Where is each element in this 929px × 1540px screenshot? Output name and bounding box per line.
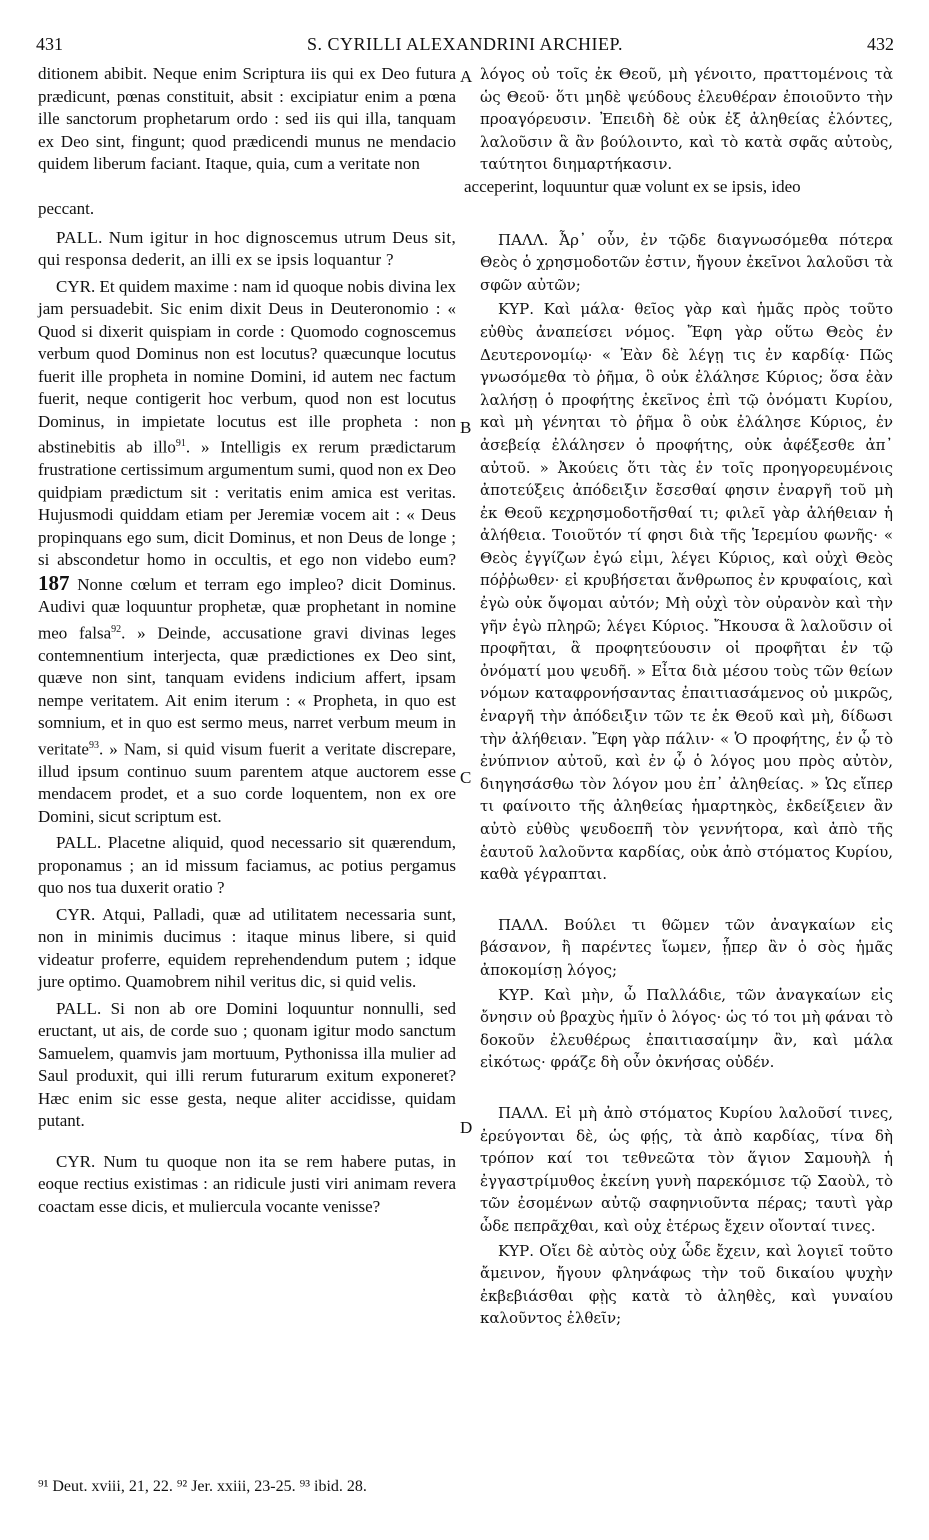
margin-marker-b: B — [460, 418, 472, 437]
greek-paragraph: λόγος οὐ τοῖς ἐκ Θεοῦ, μὴ γένοιτο, πραττομένοις τὰ ὡς Θεοῦ· ὅτι μηδὲ ψεύδους ἐλευθέραν ἐποιοῦντο τὴν προαγόρευσιν. Ἐπειδὴ δὲ οὐκ ἐξ ἀληθείας ἐλόντες, λαλοῦσιν ἃ ἂν βούλοιντο, καὶ τὸ κατὰ σφᾶς αὐτοὺς, ταύτητοι διημαρτήκασιν. — [480, 65, 893, 174]
greek-paragraph: ΚΥΡ. Καὶ μάλα· θεῖος γὰρ καὶ ἡμᾶς πρὸς τοῦτο εὐθὺς ἀναπείσει νόμος. Ἔφη γὰρ οὕτω Θεὸς ἐν Δευτερονομίῳ· « Ἐὰν δὲ λέγῃ τις ἐν καρδίᾳ· Πῶς γνωσόμεθα τὸ ῥῆμα, ὃ οὐκ ἐλάλησε Κύριος; ὅσα ἐὰν λαλήσῃ ὁ προφήτης ἐκεῖνος ἐπὶ τῷ ὀνόματι Κυρίου, καὶ μὴ γένηται τὸ ῥῆμα ὃ οὐκ ἐλάλησε Κύριος, ἐν ἀσεβείᾳ ἐλάλησεν ὁ προφήτης, οὐκ ἀφέξεσθε ἀπ᾽ αὐτοῦ. » Ἀκούεις ὅτι τὰς ἐν τοῖς προηγορευμένοις ἀποτεύξεις ἀπόδειξιν ἔσεσθαί φησιν ἐναργῆ τοῦ μὴ ἐκ Θεοῦ κεχρησμοδοτῆσθαί τι; φιλεῖ γὰρ ἀλήθειαν ἡ ἀλήθεια. Τοιοῦτόν τί φησι διὰ τῆς Ἱερεμίου φωνῆς· « Θεὸς ἐγγίζων ἐγώ εἰμι, λέγει Κύριος, καὶ οὐχὶ Θεὸς πόῤῥωθεν· εἰ κρυβήσεται ἄνθρωπος ἐν κρυφαίοις, καὶ ἐγὼ οὐκ ὄψομαι αὐτόν; Μὴ οὐχὶ τὸν οὐρανὸν καὶ τὴν γῆν ἐγὼ πληρῶ; λέγει Κύριος. Ἤκουσα ἃ λαλοῦσιν οἱ προφῆται, ἃ προφητεύουσιν οἱ προφῆται ἐν τῷ ὀνόματί μου ψευδῆ. » Εἶτα διὰ μέσου τοὺς τῶν θείων νόμων καταφρονήσαντας ἐπαιτιασάμενος οὐ μικρῶς, ἐναργῆ τὴν ἀπόδειξιν τῶν τε ἐκ Θεοῦ καὶ μὴ, δίδωσι τὴν ἀλήθειαν. Ἔφη γὰρ πάλιν· « Ὁ προφήτης, ἐν ᾧ τὸ ἐνύπνιον αὐτοῦ, καὶ ἐν ᾧ ὁ λόγος μου πρὸς αὐτὸν, διηγησάσθω τὸν λόγον μου ἐπ᾽ ἀληθείας. » Ὡς εἴπερ τι φαίνοιτο τῆς ἀληθείας ἡμαρτηκὸς, ἐκδείξειεν ἂν αὐτὸ εὐθὺς ψευδοεπῆ τὸν γεννήτορα, καὶ ἀπὸ τῆς ἑαυτοῦ λαλοῦντα καρδίας, οὐκ ἀπὸ στόματος Κυρίου, καθὰ γέγραπται. — [480, 300, 893, 884]
footnote-ref-92: 92 — [111, 623, 122, 635]
latin-paragraph: ditionem abibit. Neque enim Scriptura iis qui ex Deo futura prædicunt, pœnas constituit, absit : excipiatur enim a pœna ille sanctorum prophetarum ordo : sed iis qui illa, tanquam ex Deo sint, fingunt; quod prædicendi munus ne mendacio quidem liberum faciant. Itaque, quia, cum a veritate non — [38, 64, 456, 173]
page-number-right: 432 — [867, 34, 894, 54]
latin-column — [38, 63, 456, 1218]
latin-paragraph — [38, 276, 456, 829]
greek-column — [464, 63, 893, 1330]
greek-paragraph: ΚΥΡ. Καὶ μὴν, ὦ Παλλάδιε, τῶν ἀναγκαίων εἰς ὄνησιν οὐ βραχὺς ἡμῖν ὁ λόγος· ὡς τό τοι μὴ φάναι τὸ δοκοῦν ἐλευθέρως ἐπαιτιασαίμην ἂν, καὶ μάλα εἰκότως· φράζε δὴ οὖν ὀκνήσας οὐδέν. — [480, 985, 893, 1072]
latin-text: Nonne cœlum et terram ego impleo? dicit Dominus. Audivi quæ loquuntur prophetæ, quæ prophetant in nomine meo falsa — [38, 574, 457, 643]
latin-paragraph: CYR. Num tu quoque non ita se rem habere putas, in eoque rectius existimas : an ridicule justi viri animam revera coactam esse dicis, et muliercula vocante venisse? — [38, 1151, 456, 1216]
latin-paragraph: PALL. Placetne aliquid, quod necessario sit quærendum, proponamus ; an id missum faciamus, ac potius pergamus quo nos tua duxerit oratio ? — [38, 833, 456, 898]
running-header — [36, 34, 894, 58]
latin-paragraph: CYR. Atqui, Palladi, quæ ad utilitatem necessaria sunt, non in minimis ducimus : itaque minus libere, si quid videatur proferre, equidem reprehendendum putem ; idque jure optimo. Quamobrem nihil veritus dic, si quid velis. — [38, 904, 456, 992]
margin-marker-a: A — [460, 67, 473, 86]
margin-marker-d: D — [460, 1118, 473, 1137]
latin-text: CYR. Et quidem maxime : nam id quoque nobis divina lex jam persuadebit. Sic enim dixit Deus in Deuteronomio : « Quod si dixerit quispiam in corde : Quomodo cognoscemus verbum quod Dominus non est locutus? quæcunque locutus fuerit ille propheta in nomine Domini, id autem nec factum fuerit, neque contigerit hoc verbum, quod non est locutus Dominus, in impietate locutus est ille propheta : non abstinebitis ab illo — [38, 276, 456, 457]
column-number: 187 — [38, 570, 70, 595]
page-number-left: 431 — [36, 34, 63, 54]
greek-paragraph: ΚΥΡ. Οἴει δὲ αὐτὸς οὐχ ὧδε ἔχειν, καὶ λογιεῖ τοῦτο ἄμεινον, ἤγουν φληνάφως τὴν τοῦ δικαίου ψυχὴν ἐκβεβιάσθαι φῂς κατὰ τὸ ἀληθὲς, καὶ γυναίου καλοῦντος ἐλθεῖν; — [480, 1241, 893, 1328]
greek-paragraph: ΠΑΛΛ. Βούλει τι θῶμεν τῶν ἀναγκαίων εἰς βάσανον, ἢ παρέντες ἴωμεν, ᾗπερ ἂν ὁ σὸς ἡμᾶς ἀποκομίσῃ λόγος; — [480, 915, 893, 979]
running-title: S. CYRILLI ALEXANDRINI ARCHIEP. — [306, 34, 623, 54]
latin-text: . » Deinde, accusatione gravi divinas leges contemnentium interjecta, quæ prædictiones ex Deo sint, quæve non sint, tanquam evidens indicium affert, ipsam nempe veritatem. Ait enim iterum : « Propheta, in quo est somnium, et in quo est sermo meus, narret verbum meum in veritate — [38, 623, 456, 759]
latin-continuation: acceperint, loquuntur quæ volunt ex se ipsis, ideo — [464, 176, 801, 196]
latin-paragraph-end: peccant. — [38, 199, 95, 218]
footnote-ref-93: 93 — [88, 739, 99, 751]
greek-paragraph: ΠΑΛΛ. Ἆρ᾽ οὖν, ἐν τῷδε διαγνωσόμεθα πότερα Θεὸς ὁ χρησμοδοτῶν ἐστιν, ἤγουν ἐκεῖνοι λαλοῦσι τὰ σφῶν αὐτῶν; — [480, 230, 893, 294]
greek-paragraph: ΠΑΛΛ. Εἰ μὴ ἀπὸ στόματος Κυρίου λαλοῦσί τινες, ἐρεύγονται δὲ, ὡς φῄς, τὰ ἀπὸ καρδίας, τίνα δὴ τρόπον καί τοι τεθνεῶτα τὸν ἅγιον Σαμουὴλ ἡ ἐγγαστρίμυθος ἐκείνη γυνὴ παρεκόμισε τῷ Σαοὺλ, τὸ τῶν ἐσομένων αὐτῷ σαφηνιοῦντα πέρας; ταυτὶ γὰρ ὧδε πεπρᾶχθαι, καὶ οὐχ ἑτέρως ἔχειν οἴονταί τινες. — [480, 1103, 893, 1235]
latin-text: . » Intelligis ex rerum prædictarum frustratione certissimum argumentum sumi, quod non ex Deo quidpiam prædictum sit : veritatis enim amica est veritas. Hujusmodi quiddam etiam per Jeremiæ vocem ait : « Deus propinquans ego sum, dicit Dominus, et non Deus de longe ; si abscondetur homo in occultis, et ego non videbo eum? — [38, 437, 457, 570]
margin-marker-c: C — [460, 768, 472, 787]
latin-paragraph: PALL. Num igitur in hoc dignoscemus utrum Deus sit, qui responsa dederit, an illi ex se ipsis loquantur ? — [38, 227, 456, 269]
latin-paragraph: PALL. Si non ab ore Domini loquuntur nonnulli, sed eructant, ut ais, de corde suo ; quonam igitur modo sanctum Samuelem, quamvis jam mortuum, Pythonissa illa mulier ad Saul produxit, qui illi rerum futurarum exitum exponeret? Hæc enim sic esse gesta, neque aliter accidisse, quidam putant. — [38, 998, 456, 1131]
footnote-ref-91: 91 — [175, 438, 186, 449]
latin-text: . » Nam, si quid visum fuerit a veritate discrepare, illud ipsum continuo suum parentem atque auctorem esse mendacem prodet, et a suo corde loquentem, non ex ore Domini, sicut scriptum est. — [38, 739, 456, 826]
footnotes: ⁹¹ Deut. xviii, 21, 22. ⁹² Jer. xxiii, 23-25. ⁹³ ibid. 28. — [38, 1478, 367, 1495]
